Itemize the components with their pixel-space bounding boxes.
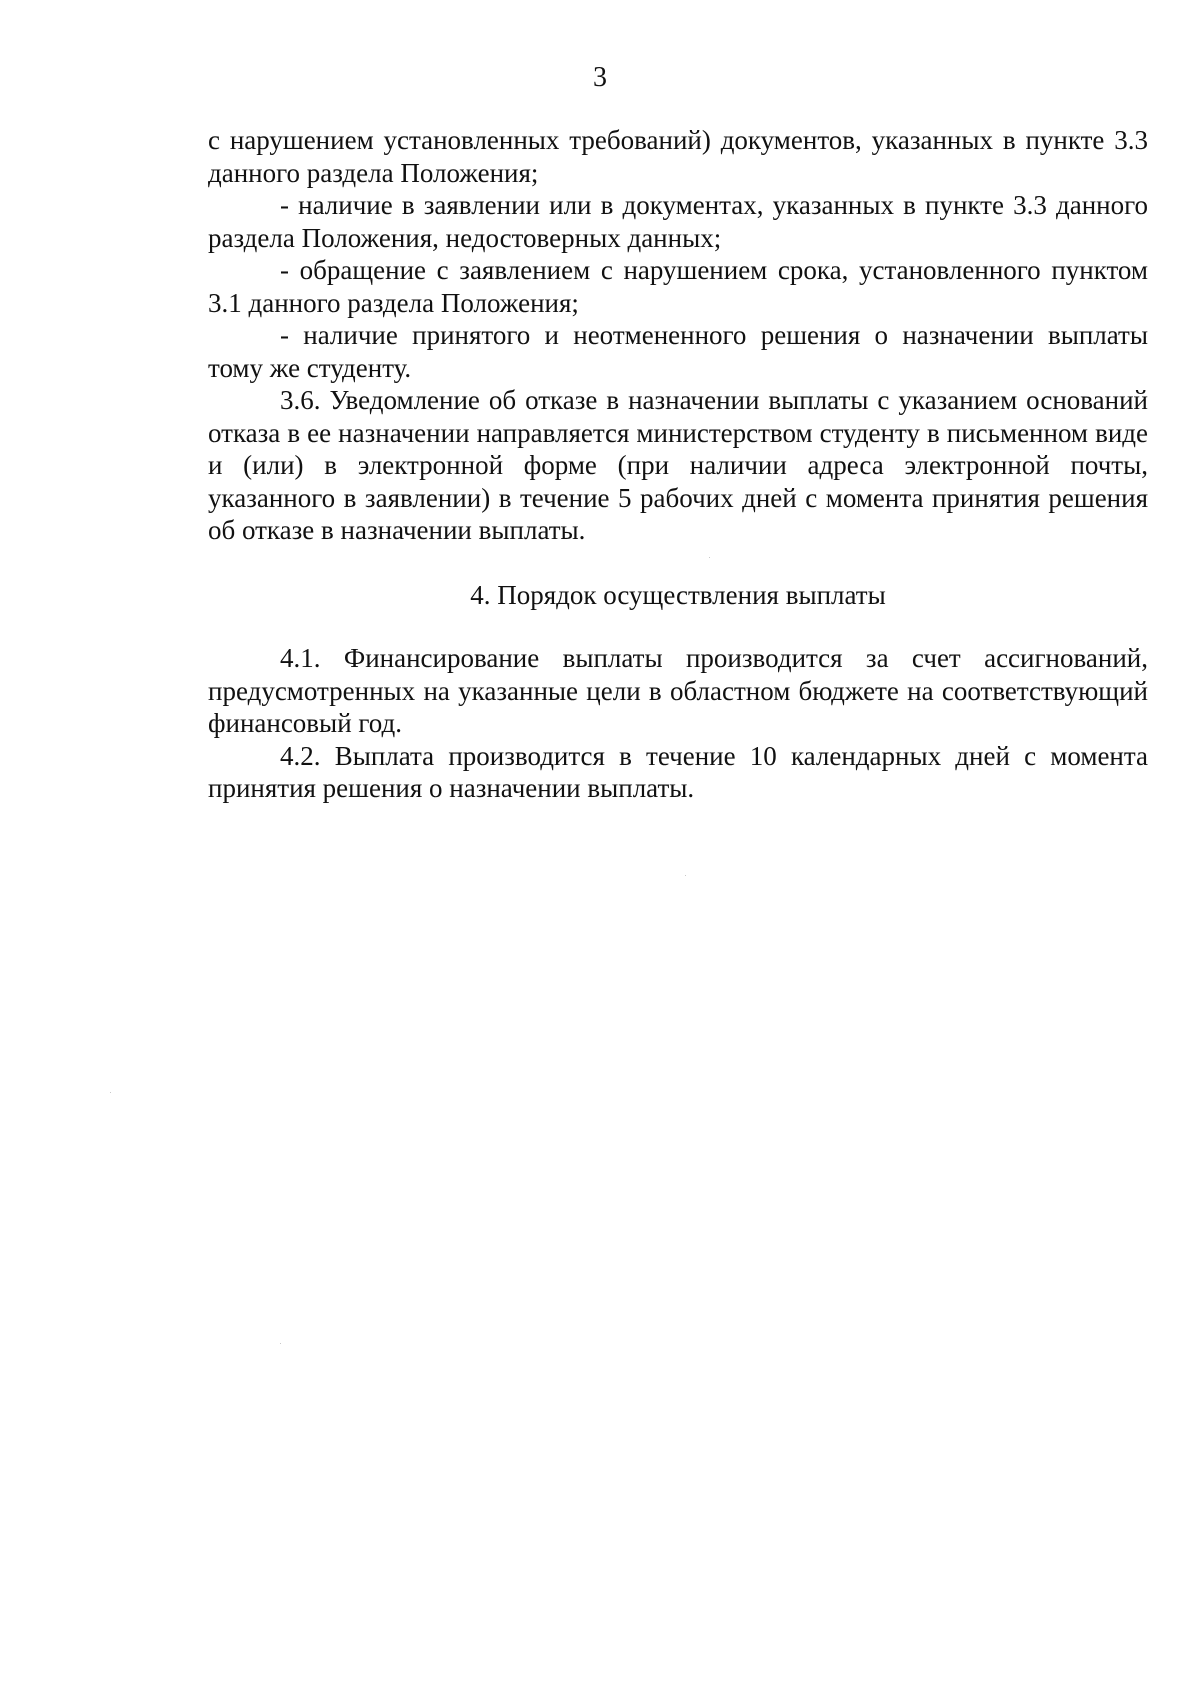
scan-artifact [685,875,686,876]
paragraph-3-6: 3.6. Уведомление об отказе в назначении выплаты с указанием оснований отказа в ее назначении направляется министерством студенту в письменном виде и (или) в электронной форме (при наличии адреса электронной почты, указанного в заявлении) в течение 5 рабочих дней с момента принятия решения об отказе в назначении выплаты. [208,385,1148,545]
paragraph-4-2: 4.2. Выплата производится в течение 10 календарных дней с момента принятия решения о назначении выплаты. [208,740,1148,803]
section-heading: 4. Порядок осуществления выплаты [470,579,886,610]
scan-artifact [709,557,710,558]
paragraph-continuation: с нарушением установленных требований) документов, указанных в пункте 3.3 данного раздела Положения; [208,125,1148,188]
document-body [208,124,1148,805]
scan-artifact [280,1343,281,1344]
paragraph-list-item-invalid-data: - наличие в заявлении или в документах, указанных в пункте 3.3 данного раздела Положения, недостоверных данных; [208,190,1148,253]
scan-artifact [110,1092,111,1093]
paragraph-list-item-deadline: - обращение с заявлением с нарушением срока, установленного пунктом 3.1 данного раздела Положения; [208,255,1148,318]
page-number: 3 [593,62,607,93]
paragraph-4-1: 4.1. Финансирование выплаты производится за счет ассигнований, предусмотренных на указанные цели в областном бюджете на соответствующий финансовый год. [208,643,1148,738]
paragraph-list-item-existing-decision: - наличие принятого и неотмененного решения о назначении выплаты тому же студенту. [208,320,1148,383]
